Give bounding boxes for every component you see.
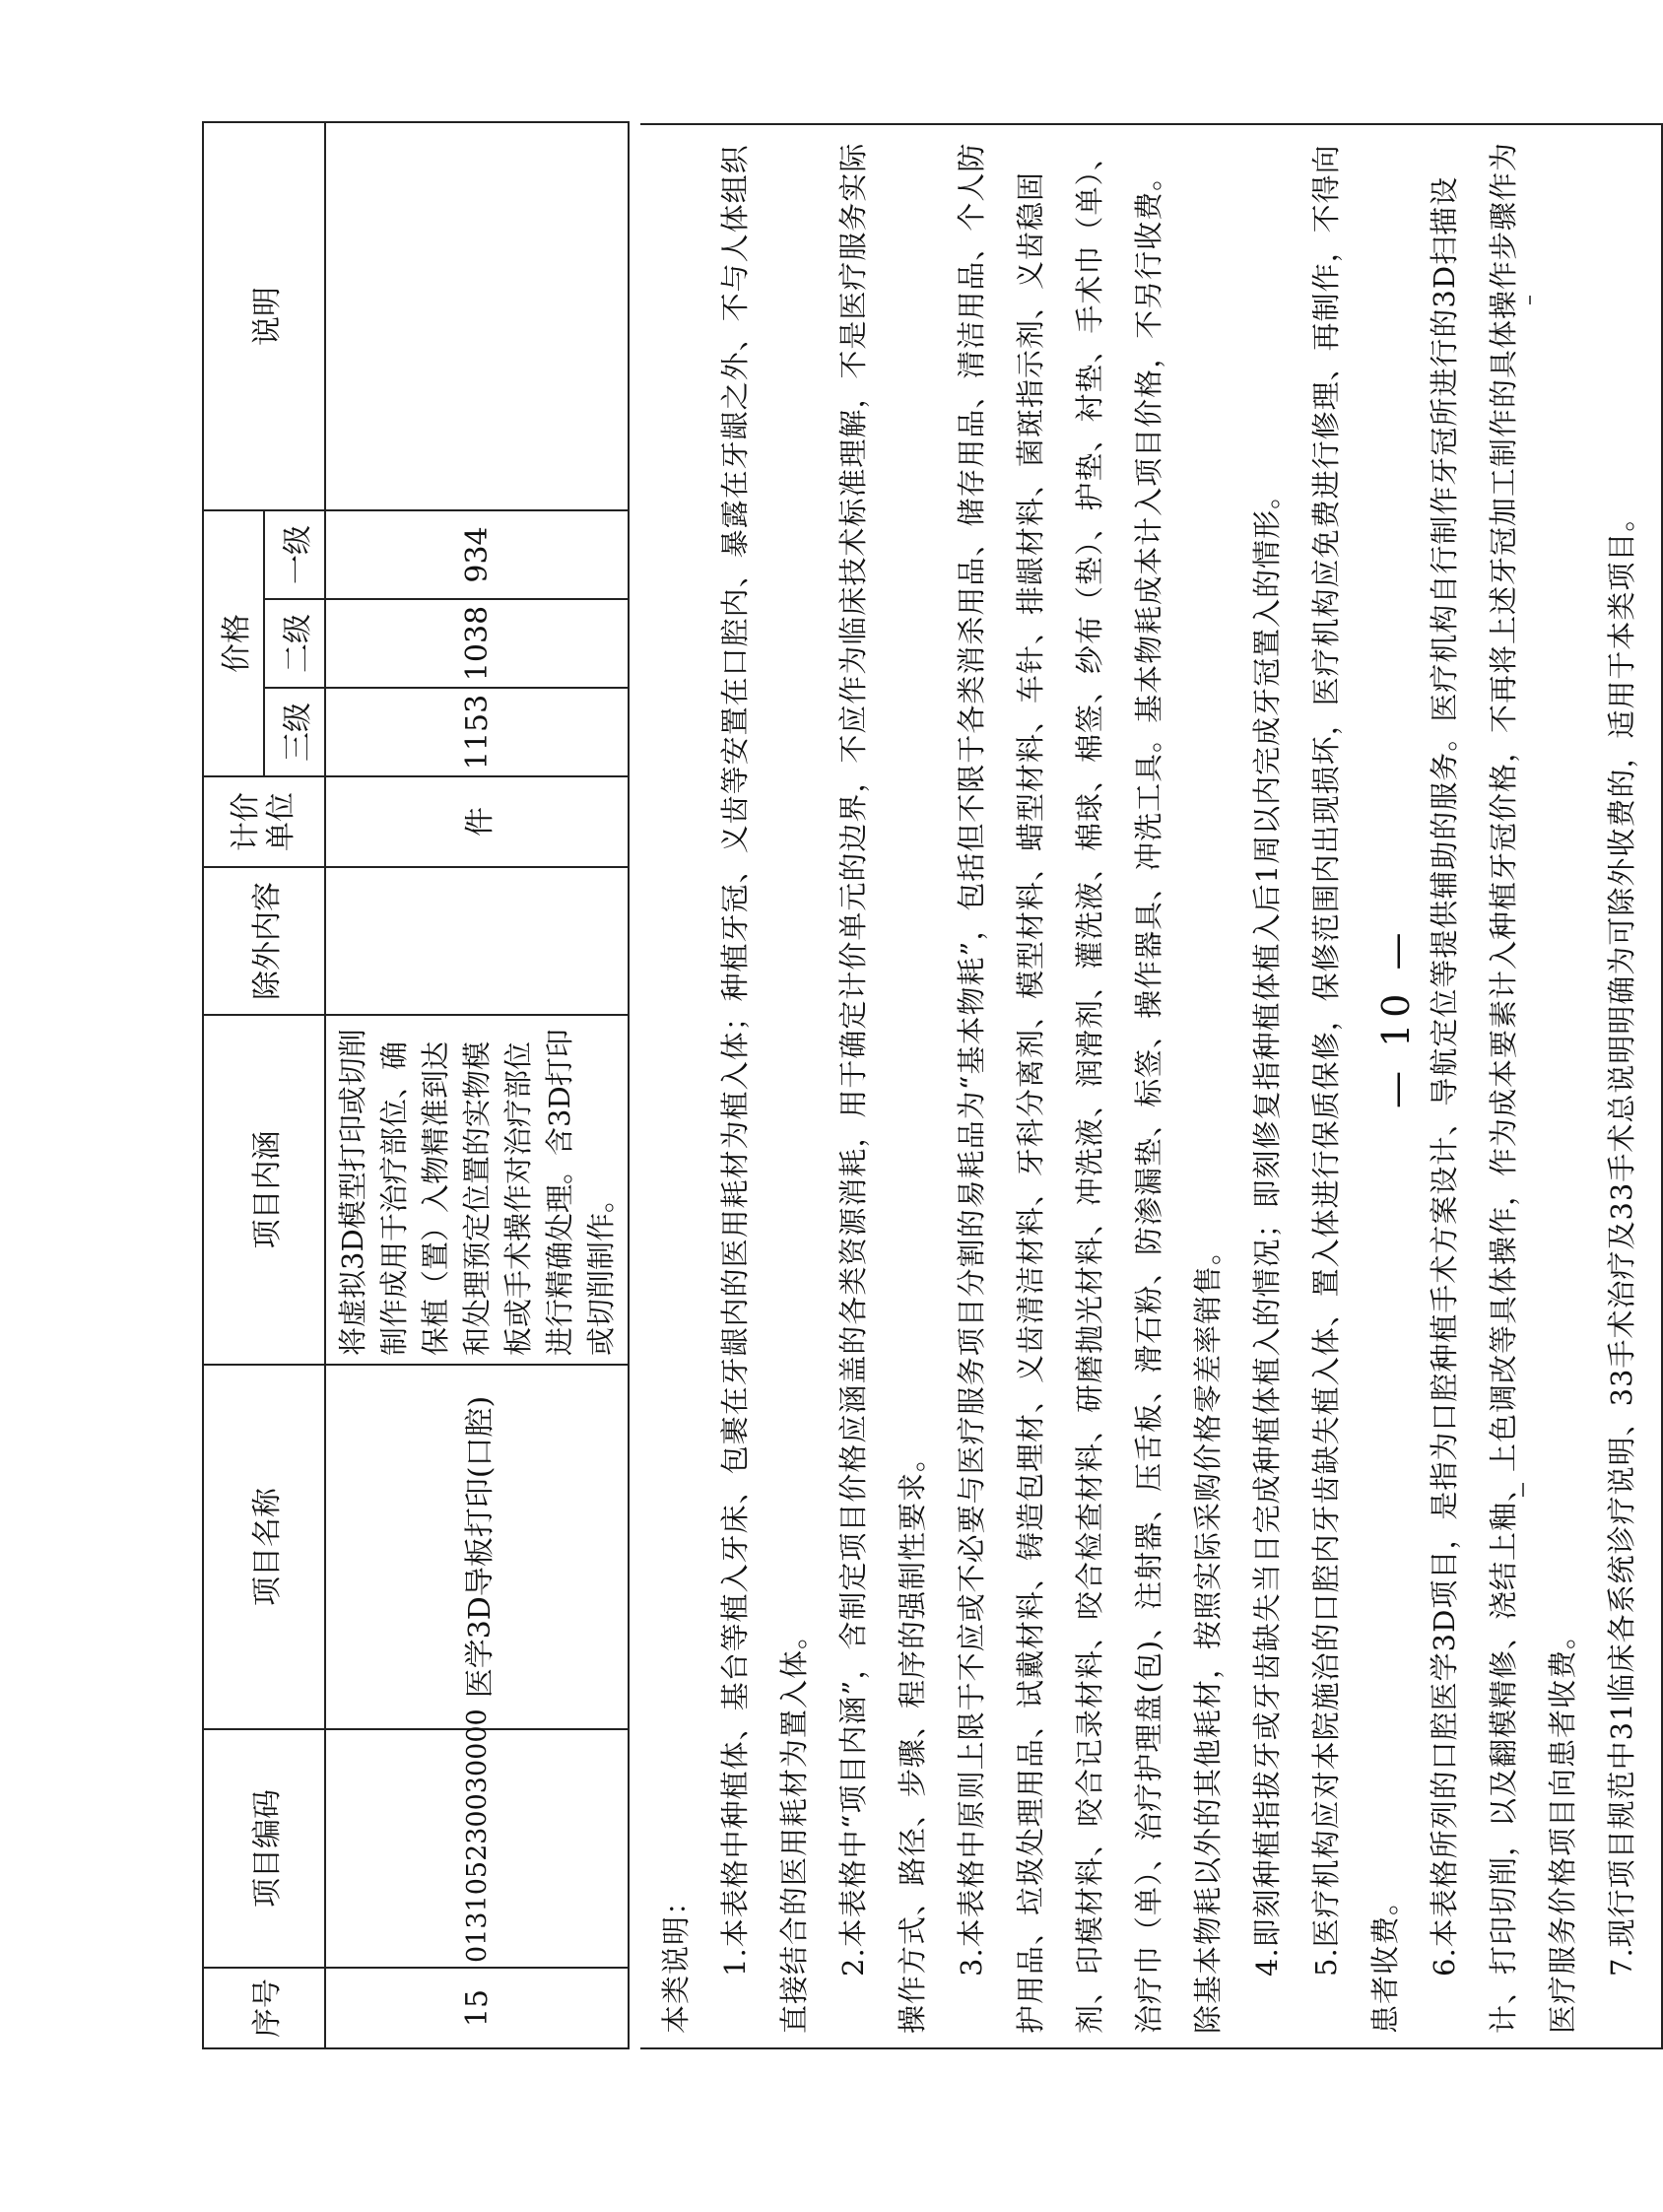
header-level3: 三级 xyxy=(264,688,325,776)
header-content: 项目内涵 xyxy=(203,1015,325,1365)
row-content: 将虚拟3D模型打印或切削制作成用于治疗部位、确保植（置）入物精准到达和处理预定位置的实物模板或手术操作对治疗部位进行精确处理。含3D打印或切削制作。 xyxy=(325,1015,629,1365)
table-row xyxy=(325,122,629,2048)
header-level1: 一级 xyxy=(264,510,325,599)
note-item-6: 6.本表格所列的口腔医学3D项目，是指为口腔种植手术方案设计、导航定位等提供辅助的服务。医疗机构自行制作牙冠所进行的3D扫描设计、打印切削，以及翻模精修、浇结上釉、上色调改等具体操作，作为成本要素计入种植牙冠价格，不再将上述牙冠加工制作的具体操作步骤作为医疗服务价格项目向患者收费。 xyxy=(1428,141,1579,2034)
note-item-1: 1.本表格中种植体、基台等植入牙床、包裹在牙龈内的医用耗材为植入体；种植牙冠、义齿等安置在口腔内、暴露在牙龈之外、不与人体组织直接结合的医用耗材为置入体。 xyxy=(718,144,811,2034)
note-item-3: 3.本表格中原则上限于不应或不必要与医疗服务项目分割的易耗品为“基本物耗”，包括但不限于各类消杀用品、储存用品、清洁用品、个人防护用品、垃圾处理用品、试戴材料、铸造包埋材、义齿清洁材料、牙科分离剂、模型材料、蜡型材料、车针、排龈材料、菌斑指示剂、义齿稳固剂、印模材料、咬合记录材料、咬合检查材料、研磨抛光材料、冲洗液、润滑剂、灌洗液、棉球、棉签、纱布（垫）、护垫、衬垫、手术巾（单）、治疗巾（单）、治疗护理盘(包)、注射器、压舌板、滑石粉、防渗漏垫、标签、操作器具、冲洗工具。基本物耗成本计入项目价格，不另行收费。除基本物耗以外的其他耗材，按照实际采购价格零差率销售。 xyxy=(955,140,1225,2034)
row-exclusions xyxy=(325,867,629,1015)
note-item-2: 2.本表格中“项目内涵”，含制定项目价格应涵盖的各类资源消耗，用于确定计价单元的边界，不应作为临床技术标准理解，不是医疗服务实际操作方式、路径、步骤、程序的强制性要求。 xyxy=(836,142,929,2034)
row-unit: 件 xyxy=(325,776,629,867)
header-code: 项目编码 xyxy=(203,1729,325,1968)
row-name: 医学3D导板打印(口腔) xyxy=(325,1365,629,1729)
header-notes: 说明 xyxy=(203,122,325,510)
header-name: 项目名称 xyxy=(203,1365,325,1729)
header-unit-line2: 单位 xyxy=(264,792,299,851)
row-price-level1: 934 xyxy=(325,510,629,599)
price-table xyxy=(202,121,630,2049)
header-price: 价格 xyxy=(203,510,264,776)
note-item-7: 7.现行项目规范中31临床各系统诊疗说明、33手术治疗及33手术总说明明确为可除外收费的，适用于本类项目。 xyxy=(1605,502,1638,1977)
page-number: — 10 — xyxy=(1374,926,1418,1108)
row-notes xyxy=(325,122,629,510)
row-seq: 15 xyxy=(325,1968,629,2048)
row-code: 013105230030000 xyxy=(325,1729,629,1968)
row-price-level2: 1038 xyxy=(325,599,629,688)
notes-title: 本类说明： xyxy=(659,1885,693,2034)
note-item-5: 5.医疗机构应对本院施治的口腔内牙齿缺失植入体、置入体进行保质保修，保修范围内出现损坏，医疗机构应免费进行修理、再制作，不得向患者收费。 xyxy=(1309,144,1402,2034)
header-unit-line1: 计价 xyxy=(229,792,263,851)
header-exclusions: 除外内容 xyxy=(203,867,325,1015)
row-price-level3: 1153 xyxy=(325,688,629,776)
note-item-4: 4.即刻种植指拔牙或牙齿缺失当日完成种植体植入的情况；即刻修复指种植体植入后1周以内完成牙冠置入的情形。 xyxy=(1250,479,1284,1977)
rotated-landscape-content xyxy=(172,39,1638,2109)
header-level2: 二级 xyxy=(264,599,325,688)
header-unit xyxy=(203,776,325,867)
category-notes xyxy=(640,123,1663,2049)
header-seq: 序号 xyxy=(203,1968,325,2048)
